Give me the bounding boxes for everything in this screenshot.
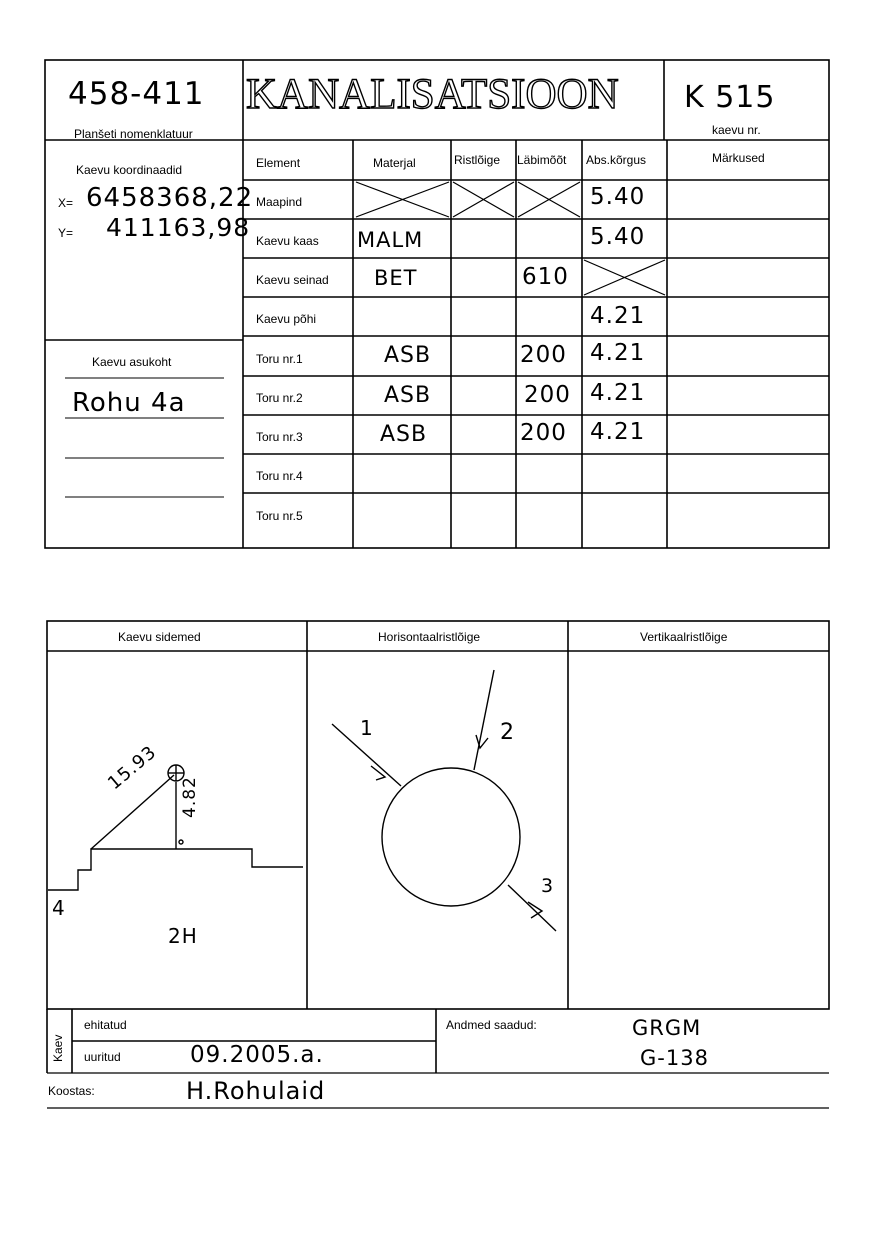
row-element: Kaevu seinad xyxy=(256,273,329,287)
row-element: Maapind xyxy=(256,195,303,209)
col-element: Element xyxy=(256,156,301,170)
row-element: Toru nr.2 xyxy=(256,391,303,405)
tie-distance-2: 4.82 xyxy=(180,776,200,818)
y-label: Y= xyxy=(58,226,74,240)
location-heading: Kaevu asukoht xyxy=(92,355,172,369)
horizontal-heading: Horisontaalristlõige xyxy=(378,630,481,644)
pipe-3-label: 3 xyxy=(541,875,555,897)
compiled-value: H.Rohulaid xyxy=(186,1077,326,1105)
well-label: kaevu nr. xyxy=(712,123,761,137)
row-abs-height: 5.40 xyxy=(590,224,646,250)
well-number: K 515 xyxy=(684,80,776,115)
row-element: Toru nr.4 xyxy=(256,469,303,483)
row-diameter: 200 xyxy=(524,382,571,408)
coordinates-heading: Kaevu koordinaadid xyxy=(76,163,183,177)
row-abs-height: 4.21 xyxy=(590,380,646,406)
sketch-border xyxy=(47,621,829,1009)
ties-heading: Kaevu sidemed xyxy=(118,630,201,644)
form-title: KANALISATSIOON xyxy=(246,71,619,118)
x-value: 6458368,22 xyxy=(86,183,254,213)
row-abs-height: 5.40 xyxy=(590,184,646,210)
col-material: Materjal xyxy=(373,156,416,170)
row-material: ASB xyxy=(384,383,432,408)
row-diameter: 200 xyxy=(520,342,567,368)
surveyed-value: 09.2005.a. xyxy=(190,1042,324,1068)
row-material: ASB xyxy=(384,343,432,368)
data-from-value-1: GRGM xyxy=(632,1016,702,1040)
row-element: Toru nr.1 xyxy=(256,352,303,366)
x-label: X= xyxy=(58,196,74,210)
vertical-heading: Vertikaalristlõige xyxy=(640,630,728,644)
row-element: Kaevu põhi xyxy=(256,312,317,326)
row-diameter: 200 xyxy=(520,420,567,446)
kaev-label: Kaev xyxy=(51,1034,65,1062)
row-material: MALM xyxy=(357,228,424,252)
compiled-label: Koostas: xyxy=(48,1084,95,1098)
y-value: 411163,98 xyxy=(106,213,251,242)
surveyed-label: uuritud xyxy=(84,1050,121,1064)
location-value: Rohu 4a xyxy=(72,388,186,418)
col-abs-height: Abs.kõrgus xyxy=(586,153,647,167)
pipe-2-label: 2 xyxy=(500,720,515,745)
building-label: 2H xyxy=(168,924,198,948)
sheet-number: 458-411 xyxy=(68,76,205,112)
horizontal-section xyxy=(332,670,556,931)
data-from-value-2: G-138 xyxy=(640,1046,709,1070)
row-material: BET xyxy=(374,266,418,290)
pipe-1-label: 1 xyxy=(360,716,374,740)
col-notes: Märkused xyxy=(712,151,765,165)
row-element: Toru nr.5 xyxy=(256,509,303,523)
row-abs-height: 4.21 xyxy=(590,303,646,329)
col-diameter: Läbimõõt xyxy=(517,153,567,167)
row-element: Kaevu kaas xyxy=(256,234,319,248)
row-abs-height: 4.21 xyxy=(590,419,646,445)
tie-distance-1: 15.93 xyxy=(104,741,161,795)
col-cross-section: Ristlõige xyxy=(454,153,501,167)
row-diameter: 610 xyxy=(522,264,569,290)
sheet-label: Planšeti nomenklatuur xyxy=(74,127,193,141)
ties-sketch xyxy=(48,765,303,890)
row-element: Toru nr.3 xyxy=(256,430,303,444)
row-abs-height: 4.21 xyxy=(590,340,646,366)
data-from-label: Andmed saadud: xyxy=(446,1018,537,1032)
building-number: 4 xyxy=(52,896,66,920)
row-material: ASB xyxy=(380,422,428,447)
built-label: ehitatud xyxy=(84,1018,127,1032)
